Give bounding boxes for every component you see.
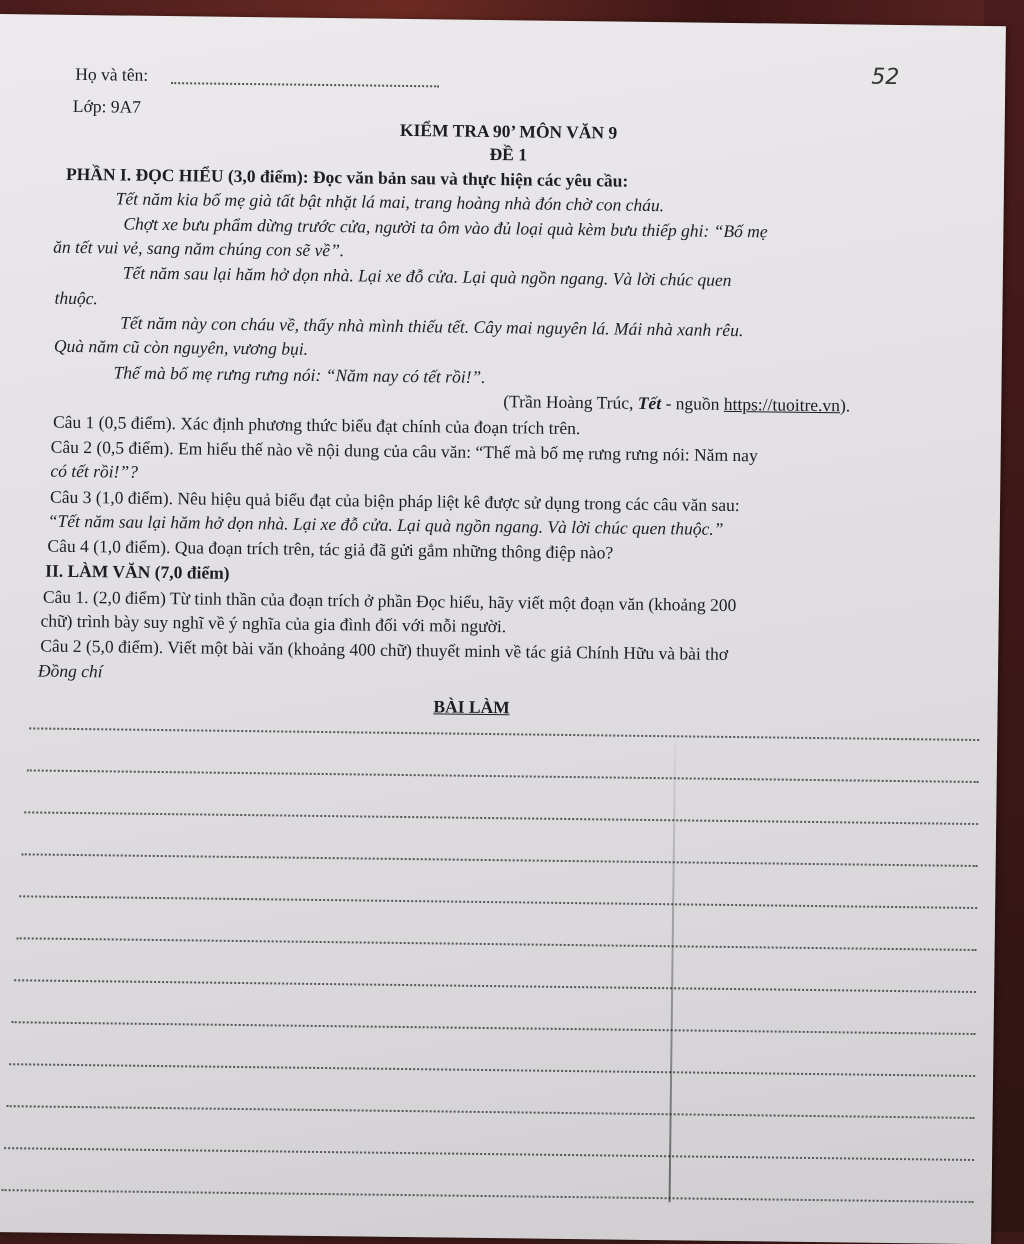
essay-question-1: Câu 1. (2,0 điểm) Từ tinh thần của đoạn trích ở phần Đọc hiểu, hãy viết một đoạn văn (khoảng 200 bbox=[42, 586, 737, 616]
answer-heading: BÀI LÀM bbox=[433, 696, 510, 718]
exam-subtitle: ĐỀ 1 bbox=[489, 143, 528, 165]
answer-line[interactable] bbox=[2, 1189, 974, 1203]
score-mark: 52 bbox=[871, 64, 900, 90]
answer-line[interactable] bbox=[14, 979, 976, 993]
passage-line: Tết năm kia bố mẹ già tất bật nhặt lá mai, trang hoàng nhà đón chờ con cháu. bbox=[115, 188, 665, 216]
essay-question-2-cont: Đồng chí bbox=[37, 660, 103, 682]
answer-line[interactable] bbox=[24, 811, 978, 825]
essay-question-1-cont: chữ) trình bày suy nghĩ về ý nghĩa của gia đình đối với mỗi người. bbox=[40, 610, 507, 637]
source-suffix: ). bbox=[839, 395, 851, 416]
part1-heading: PHẦN I. ĐỌC HIỂU (3,0 điểm): Đọc văn bản sau và thực hiện các yêu cầu: bbox=[65, 163, 629, 191]
exam-title: KIỂM TRA 90’ MÔN VĂN 9 bbox=[399, 119, 618, 143]
passage-source bbox=[503, 390, 850, 416]
question-2-cont: có tết rồi!”? bbox=[50, 460, 139, 482]
answer-line[interactable] bbox=[12, 1021, 976, 1035]
paper-fold bbox=[669, 722, 677, 1202]
passage-line: Thế mà bố mẹ rưng rưng nói: “Năm nay có tết rồi!”. bbox=[113, 362, 486, 387]
passage-line: Chợt xe bưu phẩm dừng trước cửa, người ta ôm vào đủ loại quà kèm bưu thiếp ghi: “Bố mẹ bbox=[123, 213, 768, 242]
question-2: Câu 2 (0,5 điểm). Em hiểu thế nào về nội dung của câu văn: “Thế mà bố mẹ rưng rưng nói: Năm nay bbox=[50, 436, 758, 466]
passage-line: Quà năm cũ còn nguyên, vương bụi. bbox=[53, 335, 309, 359]
passage-line: Tết năm này con cháu về, thấy nhà mình thiếu tết. Cây mai nguyên lá. Mái nhà xanh rêu. bbox=[120, 312, 744, 341]
answer-line[interactable] bbox=[22, 853, 978, 867]
source-prefix: (Trần Hoàng Trúc, bbox=[503, 391, 634, 413]
question-3-quote: “Tết năm sau lại hăm hở dọn nhà. Lại xe đỗ cửa. Lại quà ngồn ngang. Và lời chúc quen thuộc.” bbox=[47, 510, 724, 539]
passage-line: thuộc. bbox=[54, 287, 98, 309]
passage-line: Tết năm sau lại hăm hở dọn nhà. Lại xe đỗ cửa. Lại quà ngồn ngang. Và lời chúc quen bbox=[122, 262, 732, 290]
question-4: Câu 4 (1,0 điểm). Qua đoạn trích trên, tác giả đã gửi gắm những thông điệp nào? bbox=[47, 535, 614, 563]
answer-line[interactable] bbox=[4, 1147, 974, 1161]
name-field bbox=[75, 63, 148, 86]
name-label: Họ và tên: bbox=[75, 63, 149, 85]
name-blank[interactable] bbox=[171, 82, 439, 87]
passage-line: ăn tết vui vẻ, sang năm chúng con sẽ về”. bbox=[53, 236, 345, 261]
source-link[interactable]: https://tuoitre.vn bbox=[723, 393, 841, 416]
class-label: Lớp: 9A7 bbox=[72, 95, 142, 117]
source-title: Tết bbox=[637, 392, 662, 414]
answer-line[interactable] bbox=[9, 1063, 975, 1077]
essay-question-2: Câu 2 (5,0 điểm). Viết một bài văn (khoảng 400 chữ) thuyết minh về tác giả Chính Hữu và bài thơ bbox=[40, 635, 729, 664]
answer-line[interactable] bbox=[27, 769, 979, 783]
source-middle: - nguồn bbox=[665, 393, 720, 414]
answer-line[interactable] bbox=[17, 937, 977, 951]
answer-line[interactable] bbox=[29, 727, 979, 741]
part2-heading: II. LÀM VĂN (7,0 điểm) bbox=[45, 560, 230, 583]
answer-line[interactable] bbox=[7, 1105, 975, 1119]
question-1: Câu 1 (0,5 điểm). Xác định phương thức biểu đạt chính của đoạn trích trên. bbox=[52, 411, 581, 439]
question-3: Câu 3 (1,0 điểm). Nêu hiệu quả biểu đạt của biện pháp liệt kê được sử dụng trong các câu văn sau: bbox=[49, 486, 740, 516]
answer-line[interactable] bbox=[19, 895, 977, 909]
exam-paper bbox=[0, 14, 1006, 1244]
